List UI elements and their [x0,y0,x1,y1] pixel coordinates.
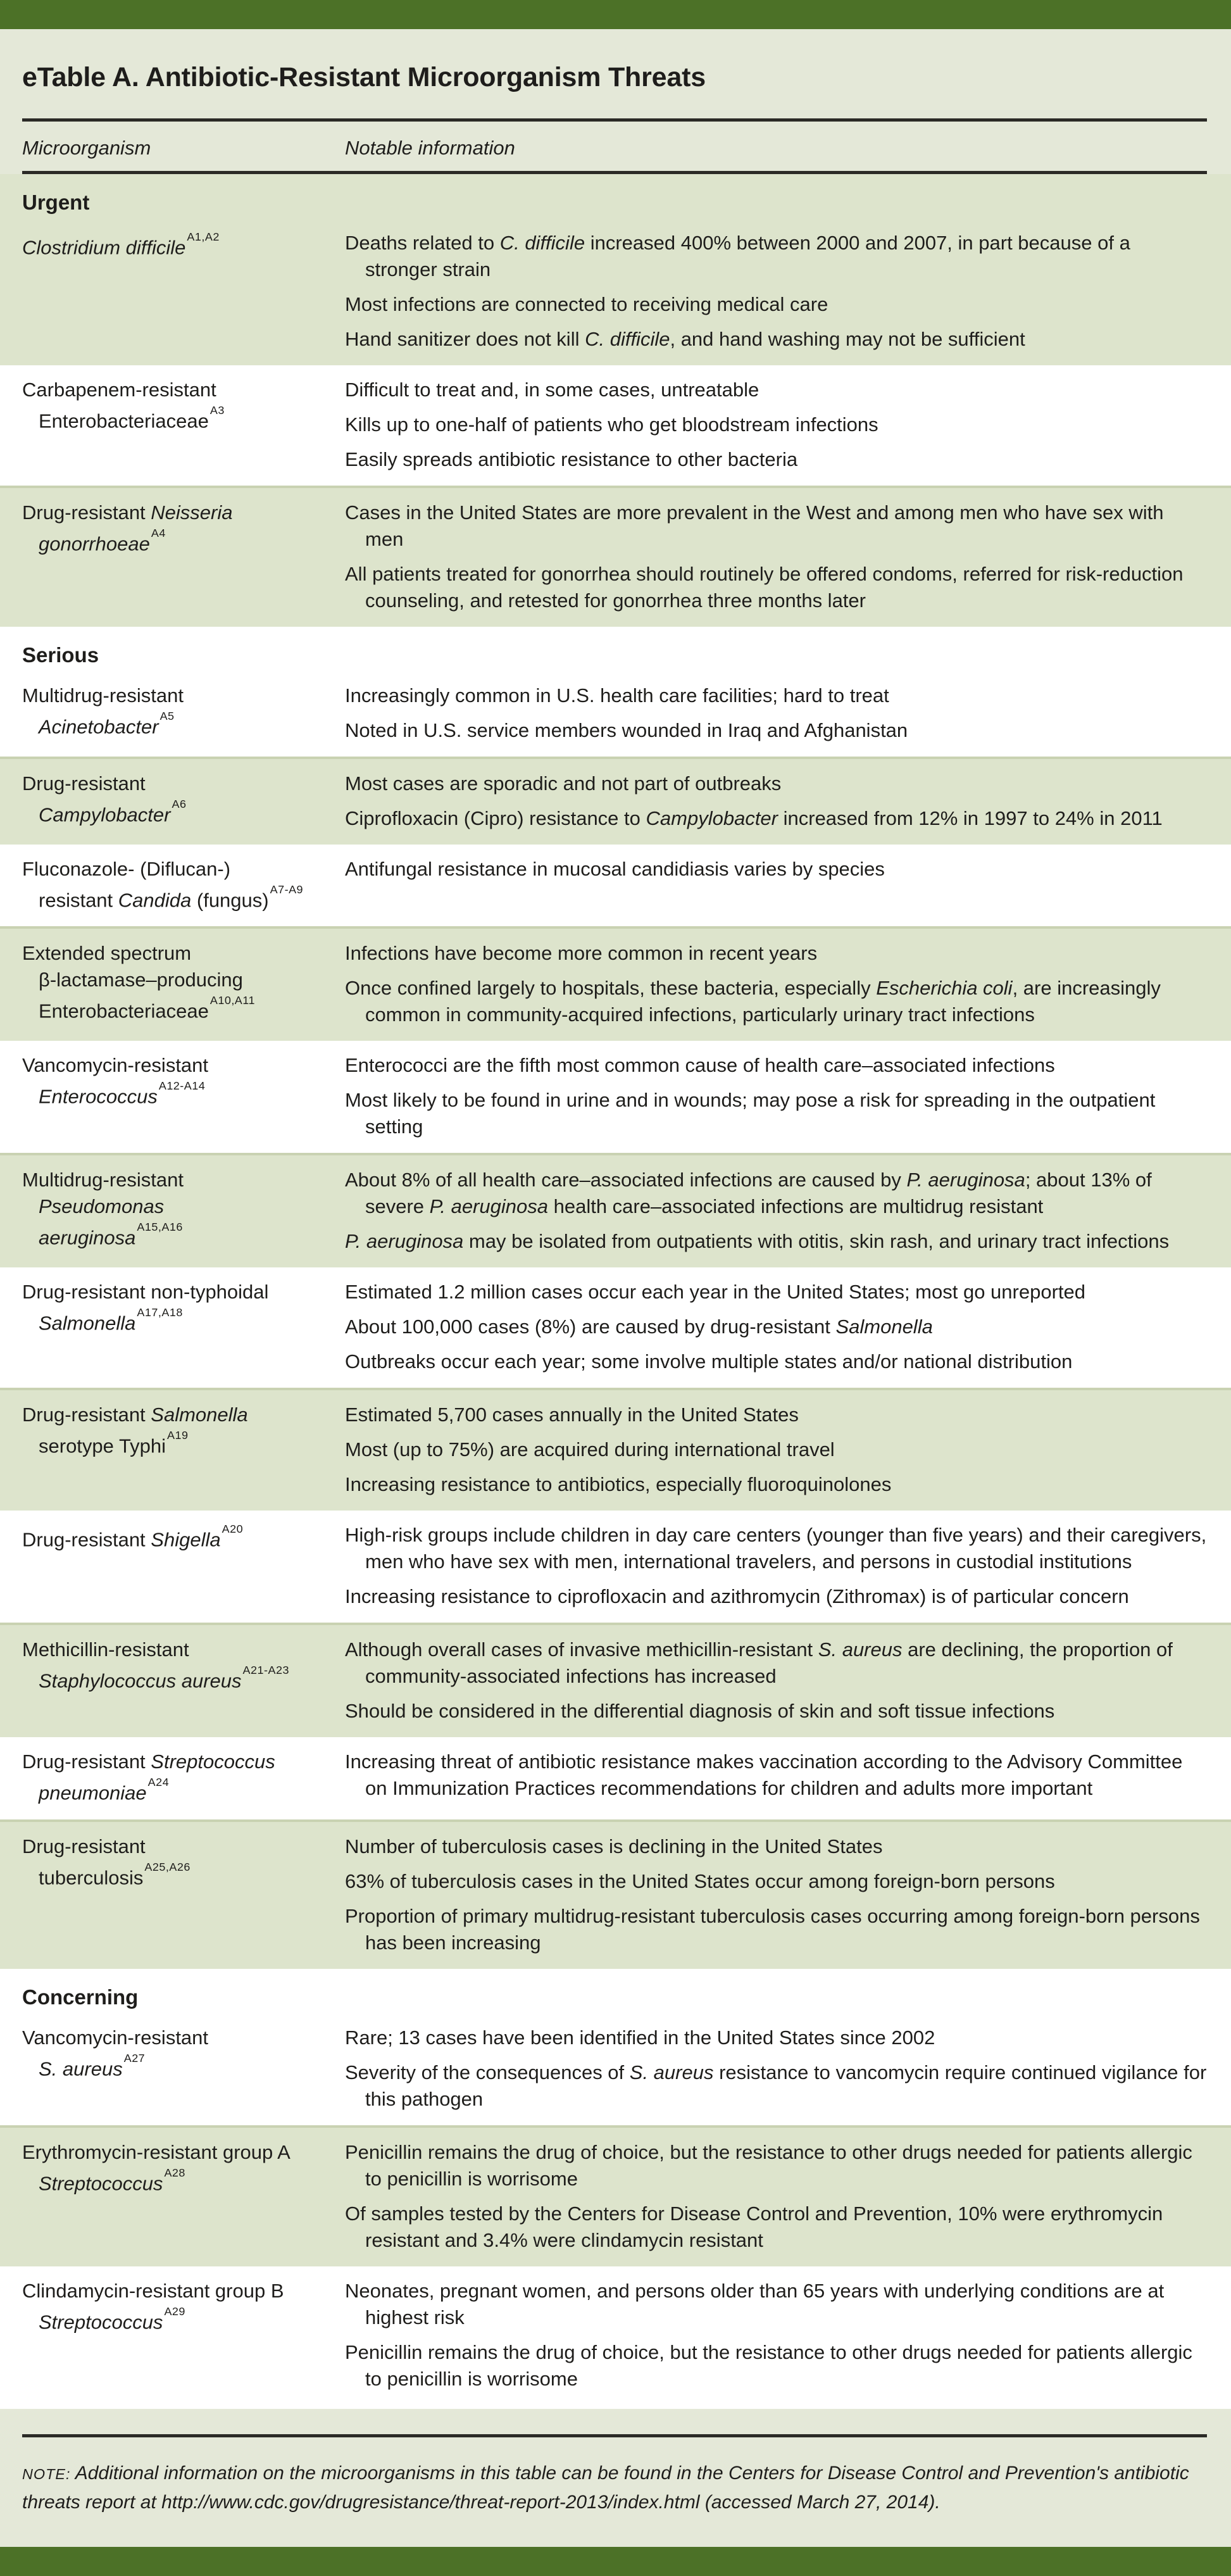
microorganism-name-line: Enterococcus $^{A12-A14}$ [39,1079,206,1108]
microorganism-cell [22,499,345,614]
table-row [0,2266,1231,2405]
notable-information-cell [345,377,1207,473]
footnote-text: Additional information on the microorganisms in this table can be found in the Centers for Disease Control and Prevention's antibiotic threats report at http://www.cdc.gov/drugresistance/threat-report-2013/index.html (accessed March 27, 2014). [22,2462,1189,2513]
note-item: Although overall cases of invasive methicillin-resistant S. aureus are declining, the proportion of community-associated infections has increased [345,1638,1173,1688]
table-row [0,1153,1231,1267]
note-item: Difficult to treat and, in some cases, untreatable [345,379,759,401]
table-row [0,1737,1231,1819]
microorganism-name-line: Drug-resistant Streptococcus [22,1750,275,1773]
note-item: Deaths related to C. difficile increased 400% between 2000 and 2007, in part because of a stronger strain [345,232,1130,280]
microorganism-name-line: Staphylococcus aureus $^{A21-A23}$ [39,1664,289,1692]
microorganism-name-line: Acinetobacter $^{A5}$ [39,710,175,738]
note-item: Most cases are sporadic and not part of outbreaks [345,772,782,795]
note-item: Cases in the United States are more prevalent in the West and among men who have sex with men [345,501,1164,550]
microorganism-cell [22,1833,345,1956]
note-item: All patients treated for gonorrhea should routinely be offered condoms, referred for risk-reduction counseling, and retested for gonorrhea three months later [345,563,1184,612]
microorganism-name-line: Drug-resistant [22,772,146,795]
notable-information-cell [345,770,1207,832]
table-row [0,1623,1231,1737]
table-row [0,757,1231,845]
microorganism-name-line: gonorrhoeae $^{A4}$ [39,527,166,555]
microorganism-name-line: Pseudomonas [39,1195,165,1218]
table-row [0,1388,1231,1511]
microorganism-name-line: resistant Candida (fungus) $^{A7-A9}$ [39,883,304,912]
column-header-microorganism: Microorganism [22,137,151,159]
table-row [0,218,1231,365]
page-title: eTable A. Antibiotic-Resistant Microorganism Threats [22,62,706,92]
microorganism-name-line: Drug-resistant [22,1835,146,1857]
notable-information-cell [345,2278,1207,2392]
note-item: Most infections are connected to receiving medical care [345,293,828,315]
note-item: Once confined largely to hospitals, these bacteria, especially Escherichia coli, are increasingly common in community-acquired infections, particularly urinary tract infections [345,977,1161,1026]
table-row [0,1819,1231,1969]
column-header-row [22,122,1207,171]
microorganism-cell [22,1749,345,1806]
section-header-row [0,627,1231,671]
table-row [0,1511,1231,1623]
microorganism-cell [22,770,345,832]
note-item: Should be considered in the differential diagnosis of skin and soft tissue infections [345,1700,1055,1723]
microorganism-name-line: Drug-resistant Salmonella [22,1404,248,1426]
microorganism-name-line: Clostridium difficile $^{A1,A2}$ [22,230,220,259]
notable-information-cell [345,1402,1207,1498]
microorganism-cell [22,682,345,744]
note-item: Severity of the consequences of S. aureus resistance to vancomycin require continued vigilance for this pathogen [345,2061,1207,2110]
table-row [0,671,1231,757]
note-item: Ciprofloxacin (Cipro) resistance to Campylobacter increased from 12% in 1997 to 24% in 2011 [345,807,1163,829]
table-footer [0,2409,1231,2547]
table-masthead [0,29,1231,174]
microorganism-cell [22,2025,345,2113]
table-row [0,365,1231,486]
microorganism-name-line: serotype Typhi $^{A19}$ [39,1429,189,1457]
section-title: Concerning [22,1985,139,2009]
footer-rule [22,2434,1207,2437]
microorganism-cell [22,1279,345,1375]
table-row [0,1267,1231,1388]
note-item: Increasing resistance to antibiotics, especially fluoroquinolones [345,1473,892,1496]
note-item: Of samples tested by the Centers for Disease Control and Prevention, 10% were erythromycin resistant and 3.4% were clindamycin resistant [345,2202,1163,2251]
table-row [0,486,1231,627]
microorganism-cell [22,377,345,473]
notable-information-cell [345,230,1207,353]
note-item: Rare; 13 cases have been identified in the United States since 2002 [345,2026,935,2049]
microorganism-cell [22,2278,345,2392]
microorganism-cell [22,1167,345,1255]
microorganism-name-line: tuberculosis $^{A25,A26}$ [39,1860,191,1888]
microorganism-name-line: Campylobacter $^{A6}$ [39,798,187,826]
table-row [0,926,1231,1041]
note-item: Increasing threat of antibiotic resistance makes vaccination according to the Advisory Committee on Immunization Practices recommendations for children and adults more important [345,1750,1183,1800]
note-item: Most (up to 75%) are acquired during international travel [345,1438,835,1461]
microorganism-name-line: Drug-resistant Neisseria [22,501,233,524]
note-item: High-risk groups include children in day care centers (younger than five years) and their caregivers, men who have sex with men, international travelers, and persons in custodial institutions [345,1524,1207,1573]
column-header-notable-information: Notable information [345,137,515,159]
section-header-row [0,174,1231,218]
microorganism-name-line: Methicillin-resistant [22,1638,189,1661]
table-row [0,1041,1231,1153]
note-item: 63% of tuberculosis cases in the United States occur among foreign-born persons [345,1869,1055,1892]
section-title: Serious [22,643,99,667]
microorganism-cell [22,856,345,914]
microorganism-name-line: Carbapenem-resistant [22,379,216,401]
notable-information-cell [345,1833,1207,1956]
microorganism-name-line: aeruginosa $^{A15,A16}$ [39,1221,183,1249]
note-item: Antifungal resistance in mucosal candidiasis varies by species [345,858,885,880]
microorganism-name-line: Vancomycin-resistant [22,1054,209,1077]
microorganism-name-line: Extended spectrum [22,942,192,965]
notable-information-cell [345,940,1207,1028]
microorganism-cell [22,1052,345,1140]
footnote-label: NOTE: [22,2465,71,2482]
note-item: Increasingly common in U.S. health care facilities; hard to treat [345,684,889,707]
top-accent-bar [0,0,1231,29]
note-item: Proportion of primary multidrug-resistant tuberculosis cases occurring among foreign-born persons has been increasing [345,1904,1200,1954]
section-title: Urgent [22,191,90,214]
notable-information-cell [345,2139,1207,2254]
microorganism-cell [22,940,345,1028]
section-header-row [0,1969,1231,2013]
microorganism-name-line: Drug-resistant Shigella $^{A20}$ [22,1523,244,1551]
note-item: Outbreaks occur each year; some involve multiple states and/or national distribution [345,1350,1073,1373]
table-row [0,2125,1231,2266]
note-item: P. aeruginosa may be isolated from outpatients with otitis, skin rash, and urinary tract infections [345,1230,1170,1253]
notable-information-cell [345,1749,1207,1806]
microorganism-cell [22,230,345,353]
note-item: Hand sanitizer does not kill C. difficile, and hand washing may not be sufficient [345,328,1025,350]
microorganism-name-line: Streptococcus $^{A28}$ [39,2166,185,2194]
microorganism-name-line: Fluconazole- (Diflucan-) [22,858,231,880]
microorganism-cell [22,1402,345,1498]
note-item: Neonates, pregnant women, and persons older than 65 years with underlying conditions are at highest risk [345,2279,1165,2328]
note-item: Easily spreads antibiotic resistance to other bacteria [345,448,798,470]
note-item: Estimated 5,700 cases annually in the United States [345,1404,799,1426]
notable-information-cell [345,1522,1207,1610]
microorganism-name-line: Enterobacteriaceae $^{A3}$ [39,404,225,432]
microorganism-name-line: Erythromycin-resistant group A [22,2140,291,2163]
microorganism-cell [22,1637,345,1725]
notable-information-cell [345,856,1207,914]
notable-information-cell [345,1637,1207,1725]
note-item: About 100,000 cases (8%) are caused by drug-resistant Salmonella [345,1316,933,1338]
note-item: About 8% of all health care–associated infections are caused by P. aeruginosa; about 13% of severe P. aeruginosa health care–associated infections are multidrug resistant [345,1169,1152,1218]
microorganism-name-line: pneumoniae $^{A24}$ [39,1776,170,1804]
microorganism-cell [22,1522,345,1610]
microorganism-name-line: Streptococcus $^{A29}$ [39,2304,185,2333]
note-item: Increasing resistance to ciprofloxacin and azithromycin (Zithromax) is of particular concern [345,1585,1129,1608]
note-item: Penicillin remains the drug of choice, but the resistance to other drugs needed for patients allergic to penicillin is worrisome [345,2340,1192,2390]
notable-information-cell [345,682,1207,744]
microorganism-name-line: Drug-resistant non-typhoidal [22,1281,269,1304]
notable-information-cell [345,1279,1207,1375]
microorganism-cell [22,2139,345,2254]
footnote [22,2459,1207,2518]
note-item: Number of tuberculosis cases is declining in the United States [345,1835,883,1857]
table-row [0,845,1231,926]
microorganism-name-line: Multidrug-resistant [22,1169,184,1191]
note-item: Kills up to one-half of patients who get bloodstream infections [345,413,878,436]
notable-information-cell [345,2025,1207,2113]
microorganism-name-line: Enterobacteriaceae $^{A10,A11}$ [39,994,255,1022]
note-item: Penicillin remains the drug of choice, but the resistance to other drugs needed for patients allergic to penicillin is worrisome [345,2140,1192,2190]
microorganism-name-line: Salmonella $^{A17,A18}$ [39,1306,183,1335]
notable-information-cell [345,1167,1207,1255]
microorganism-name-line: Clindamycin-resistant group B [22,2279,284,2302]
microorganism-name-line: Multidrug-resistant [22,684,184,707]
table-row [0,2013,1231,2125]
notable-information-cell [345,1052,1207,1140]
microorganism-name-line: S. aureus $^{A27}$ [39,2051,146,2080]
notable-information-cell [345,499,1207,614]
bottom-accent-bar [0,2547,1231,2576]
table-body [0,174,1231,2405]
note-item: Most likely to be found in urine and in wounds; may pose a risk for spreading in the outpatient setting [345,1089,1156,1138]
note-item: Estimated 1.2 million cases occur each year in the United States; most go unreported [345,1281,1085,1304]
note-item: Infections have become more common in recent years [345,942,818,965]
microorganism-name-line: β-lactamase–producing [39,969,243,991]
note-item: Noted in U.S. service members wounded in Iraq and Afghanistan [345,719,908,741]
note-item: Enterococci are the fifth most common cause of health care–associated infections [345,1054,1055,1077]
microorganism-name-line: Vancomycin-resistant [22,2026,209,2049]
